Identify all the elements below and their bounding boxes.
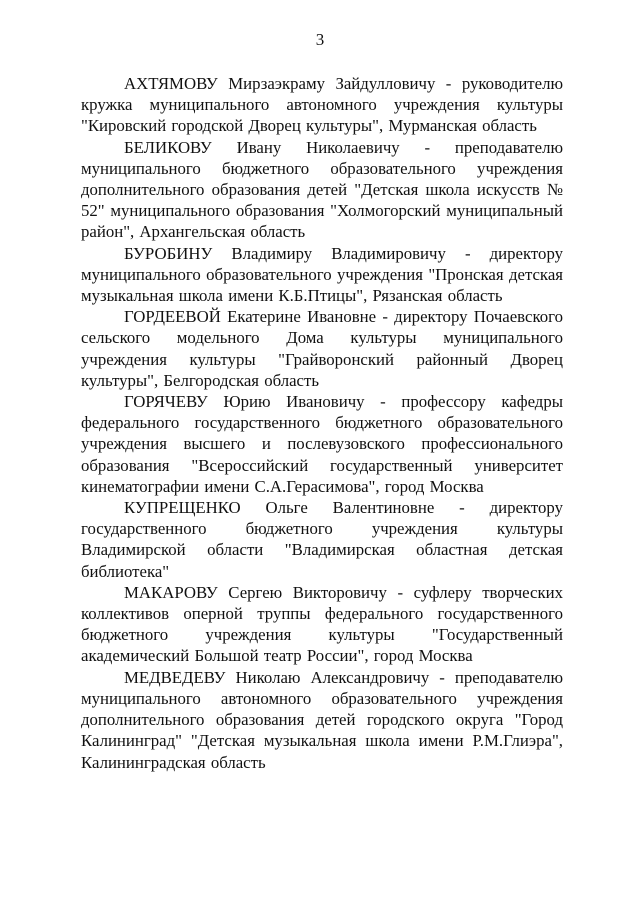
award-entry-burobin: БУРОБИНУ Владимиру Владимировичу - директору муниципального образовательного учреждения "Пронская детская музыкальная школа имени К.Б.Птицы", Рязанская область: [81, 243, 563, 306]
award-entry-medvedev: МЕДВЕДЕВУ Николаю Александровичу - преподавателю муниципального автономного образовательного учреждения дополнительного образования детей городского округа "Город Калининград" "Детская музыкальная школа имени Р.М.Глиэра", Калининградская область: [81, 667, 563, 772]
award-entry-gordeeva: ГОРДЕЕВОЙ Екатерине Ивановне - директору Почаевского сельского модельного Дома культуры муниципального учреждения культуры "Грайворонский районный Дворец культуры", Белгородская область: [81, 307, 563, 390]
award-entry-makarov: МАКАРОВУ Сергею Викторовичу - суфлеру творческих коллективов оперной труппы федерального государственного бюджетного учреждения культуры "Государственный академический Большой театр России", город Москва: [81, 582, 563, 666]
award-list: [81, 73, 563, 773]
page-number: 3: [315, 30, 325, 49]
award-entry-kupreshchenko: КУПРЕЩЕНКО Ольге Валентиновне - директору государственного бюджетного учреждения культуры Владимирской области "Владимирская областная детская библиотека": [81, 498, 563, 581]
award-entry-goryachev: ГОРЯЧЕВУ Юрию Ивановичу - профессору кафедры федерального государственного бюджетного образовательного учреждения высшего и послевузовского профессионального образования "Всероссийский государственный университет кинематографии имени С.А.Герасимова", город Москва: [81, 392, 563, 496]
award-entry-belikov: БЕЛИКОВУ Ивану Николаевичу - преподавателю муниципального бюджетного образовательного учреждения дополнительного образования детей "Детская школа искусств № 52" муниципального образования "Холмогорский муниципальный район", Архангельская область: [81, 137, 563, 242]
award-entry-akhtyamov: АХТЯМОВУ Мирзаэкраму Зайдулловичу - руководителю кружка муниципального автономного учреждения культуры "Кировский городской Дворец культуры", Мурманская область: [81, 74, 563, 136]
